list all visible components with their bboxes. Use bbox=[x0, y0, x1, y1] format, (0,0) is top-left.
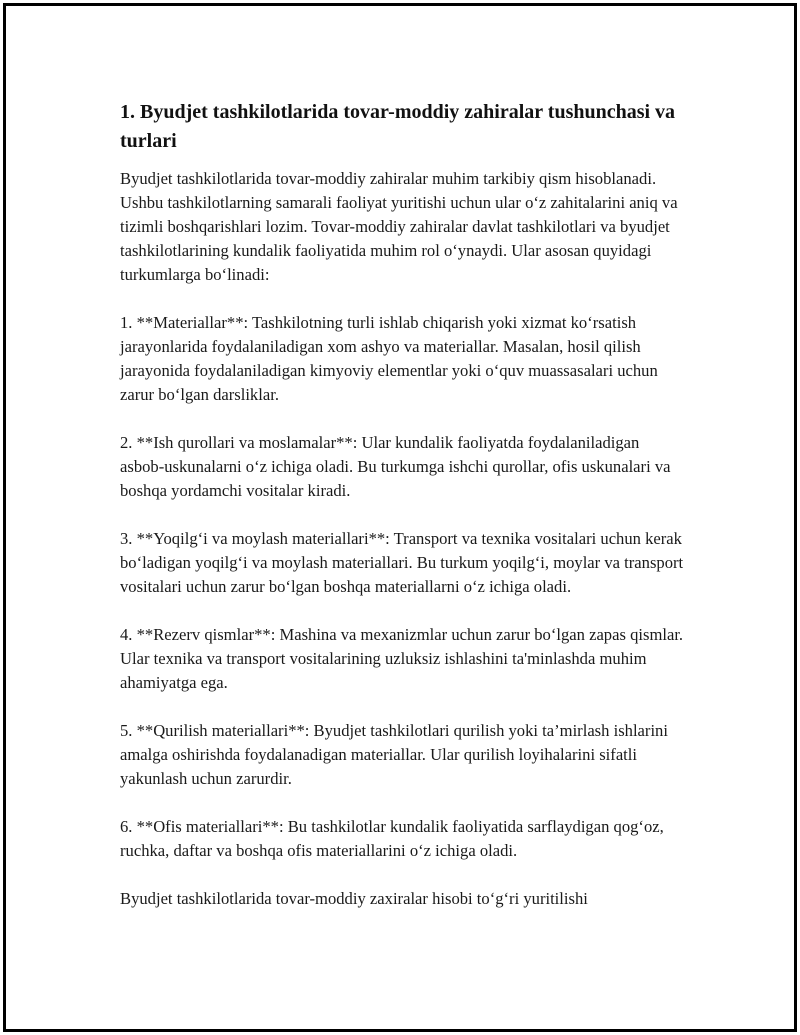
paragraph-item-4: 4. **Rezerv qismlar**: Mashina va mexanizmlar uchun zarur bo‘lgan zapas qismlar. Ular texnika va transport vositalarining uzluksiz ishlashini ta'minlashda muhim ahamiyatga ega. bbox=[120, 625, 684, 692]
document-body bbox=[120, 98, 685, 935]
paragraph-item-6: 6. **Ofis materiallari**: Bu tashkilotlar kundalik faoliyatida sarflaydigan qog‘oz, ruchka, daftar va boshqa ofis materiallarini o‘z ichiga oladi. bbox=[120, 817, 664, 860]
paragraph-item-2: 2. **Ish qurollari va moslamalar**: Ular kundalik faoliyatda foydalaniladigan asbob-uskunalarni o‘z ichiga oladi. Bu turkumga ishchi qurollar, ofis uskunalari va boshqa yordamchi vositalar kiradi. bbox=[120, 433, 671, 500]
paragraph-item-3: 3. **Yoqilg‘i va moylash materiallari**: Transport va texnika vositalari uchun kerak bo‘ladigan yoqilg‘i va moylash materiallari. Bu turkum yoqilg‘i, moylar va transport vositalari uchun zarur bo‘lgan boshqa materiallarni o‘z ichiga oladi. bbox=[120, 529, 684, 596]
paragraph-closing: Byudjet tashkilotlarida tovar-moddiy zaxiralar hisobi to‘g‘ri yuritilishi bbox=[120, 889, 588, 908]
paragraph-item-5: 5. **Qurilish materiallari**: Byudjet tashkilotlari qurilish yoki ta’mirlash ishlarini amalga oshirishda foydalanadigan materiallar. Ular qurilish loyihalarini sifatli yakunlash uchun zarurdir. bbox=[120, 721, 668, 788]
section-heading: 1. Byudjet tashkilotlarida tovar-moddiy zahiralar tushunchasi va turlari bbox=[120, 101, 676, 152]
paragraph-item-1: 1. **Materiallar**: Tashkilotning turli ishlab chiqarish yoki xizmat ko‘rsatish jarayonlarida foydalaniladigan xom ashyo va materiallar. Masalan, hosil qilish jarayonida foydalaniladigan kimyoviy elementlar yoki o‘quv muassasalari uchun zarur bo‘lgan darsliklar. bbox=[120, 313, 658, 404]
page-frame bbox=[3, 3, 797, 1032]
paragraph-intro: Byudjet tashkilotlarida tovar-moddiy zahiralar muhim tarkibiy qism hisoblanadi. Ushbu tashkilotlarning samarali faoliyat yuritishi uchun ular o‘z zahitalarini aniq va tizimli boshqarishlari lozim. Tovar-moddiy zahiralar davlat tashkilotlari va byudjet tashkilotlarining kundalik faoliyatida muhim rol o‘ynaydi. Ular asosan quyidagi turkumlarga bo‘linadi: bbox=[120, 169, 678, 284]
